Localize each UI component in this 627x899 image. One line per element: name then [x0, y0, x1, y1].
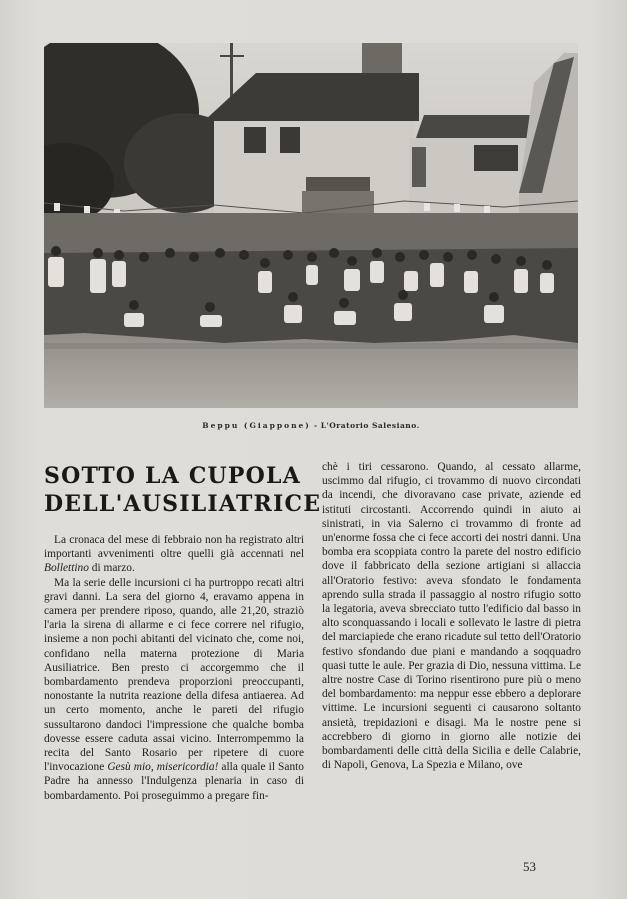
caption-place: Beppu (Giappone) [202, 421, 311, 430]
paragraph-1-text-b: di marzo. [88, 562, 135, 575]
caption-separator: - [310, 421, 321, 430]
paragraph-2-italic: Gesù mio, misericordia! [107, 761, 219, 774]
paragraph-2-text-a: Ma la serie delle incursioni ci ha purtroppo recati altri gravi danni. La sera del giorno 4, eravamo appena in camera per prendere riposo, quando, alle 21,20, straziò l'aria la sirena di allarme e ci fece correre nel rifugio, insieme a non pochi abitanti del vicinato che, come noi, confidano nella materna protezione di Maria Ausiliatrice. Ben presto ci accorgemmo che il bombardamento prendeva proporzioni preoccupanti, nonostante la nutrita reazione della difesa antiaerea. Ad un certo momento, anche le pareti del rifugio sussultarono dandoci l'impressione che qualche bomba dovesse essere caduta assai vicino. Interrompemmo la recita del Santo Rosario per ripetere di cuore l'invocazione [44, 576, 304, 774]
paragraph-2-text-b: alla quale il Santo Padre ha annesso l'Indulgenza plenaria in caso di bombardamento. Poi proseguimmo a pregare fin- [44, 761, 305, 802]
photo-caption [44, 421, 578, 430]
article-column-right [322, 460, 581, 772]
article-title [44, 462, 322, 518]
article-paragraph-continued: chè i tiri cessarono. Quando, al cessato allarme, uscimmo dal rifugio, ci trovammo di nuovo circondati da incendi, che divoravano case private, aziende ed istituti circostanti. Accorrendo quindi in aiuto ai sinistrati, in via Salerno ci trovammo di fronte ad un'enorme fossa che ci fece accorti dei nostri danni. Una bomba era scoppiata contro la parete del nostro edificio dove il fabbricato della sezione artigiani si allaccia all'Oratorio festivo: aveva sfondato le fondamenta aprendo sulla strada il passaggio al nostro rifugio sotto la legatoria, aveva sbrecciato tutto l'edificio dal basso in alto sconquassando i locali e sollevato le lastre di pietra del marciapiede che erano ricadute sul tetto dell'Oratorio festivo sfondando due piani e mandando a soqquadro quasi tutte le aule. Per grazia di Dio, nessuna vittima. Le altre nostre Case di Torino risentirono pure più o meno del bombardamento: ma neppur esse ebbero a deplorare vittime. Le incursioni seguenti ci causarono soltanto ansietà, trepidazioni e disagi. Ma le nostre pene si accrebbero di giorno in giorno alle notizie dei bombardamenti delle città della Sicilia e delle Calabrie, di Napoli, Genova, La Spezia e Milano, ove [322, 461, 581, 772]
article-title-line-1: SOTTO LA CUPOLA [44, 463, 301, 489]
article-title-line-2: DELL'AUSILIATRICE [44, 491, 322, 517]
page-number: 53 [523, 859, 536, 874]
caption-subject: L'Oratorio Salesiano. [320, 421, 420, 430]
article-paragraph-2 [44, 576, 304, 803]
paragraph-1-italic: Bollettino [44, 562, 89, 575]
photo-oratory-group [44, 43, 578, 408]
paragraph-1-text-a: La cronaca del mese di febbraio non ha registrato altri importanti avvenimenti oltre quelli già accennati nel [44, 534, 304, 561]
article-column-left [44, 533, 304, 803]
article-paragraph-1 [44, 533, 304, 576]
